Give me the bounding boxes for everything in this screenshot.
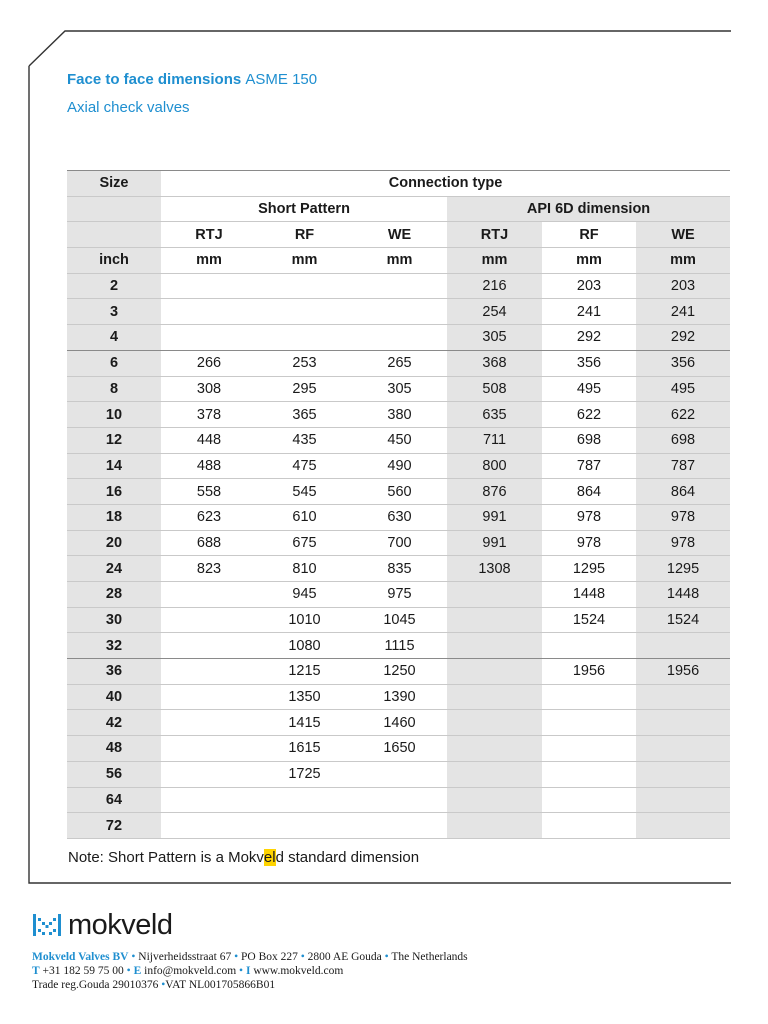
table-cell: 368 bbox=[447, 350, 542, 376]
table-row bbox=[67, 556, 730, 582]
table-cell bbox=[161, 582, 257, 608]
table-cell: 1350 bbox=[257, 684, 352, 710]
size-cell: 8 bbox=[67, 376, 161, 402]
table-cell bbox=[542, 813, 636, 839]
table-cell: 241 bbox=[542, 299, 636, 325]
header-row-2 bbox=[67, 196, 730, 222]
table-cell bbox=[447, 582, 542, 608]
table-cell: WE bbox=[636, 222, 730, 248]
table-cell: 622 bbox=[636, 402, 730, 428]
size-cell: inch bbox=[67, 248, 161, 274]
table-cell: 295 bbox=[257, 376, 352, 402]
table-cell: 975 bbox=[352, 582, 447, 608]
table-cell bbox=[161, 273, 257, 299]
size-cell: 6 bbox=[67, 350, 161, 376]
email-label: E bbox=[133, 965, 142, 977]
table-cell: 700 bbox=[352, 530, 447, 556]
table-cell: mm bbox=[542, 248, 636, 274]
table-row bbox=[67, 479, 730, 505]
table-cell: 558 bbox=[161, 479, 257, 505]
table-cell: 241 bbox=[636, 299, 730, 325]
size-cell: 28 bbox=[67, 582, 161, 608]
table-cell: 1415 bbox=[257, 710, 352, 736]
size-cell: 42 bbox=[67, 710, 161, 736]
table-cell: 448 bbox=[161, 427, 257, 453]
table-cell: 1045 bbox=[352, 607, 447, 633]
table-cell: 1650 bbox=[352, 736, 447, 762]
table-cell: 356 bbox=[542, 350, 636, 376]
table-cell: 991 bbox=[447, 504, 542, 530]
size-cell: 14 bbox=[67, 453, 161, 479]
table-cell bbox=[161, 684, 257, 710]
table-cell bbox=[257, 787, 352, 813]
table-cell: 305 bbox=[447, 325, 542, 351]
trade-register: Trade reg.Gouda 29010376 bbox=[32, 979, 159, 991]
table-row bbox=[67, 787, 730, 813]
table-cell bbox=[447, 761, 542, 787]
size-cell: 32 bbox=[67, 633, 161, 659]
table-cell bbox=[447, 633, 542, 659]
table-cell: 475 bbox=[257, 453, 352, 479]
table-cell: 1295 bbox=[542, 556, 636, 582]
table-cell: 978 bbox=[542, 504, 636, 530]
table-cell bbox=[542, 761, 636, 787]
table-row bbox=[67, 325, 730, 351]
table-cell bbox=[636, 633, 730, 659]
phone-number: +31 182 59 75 00 bbox=[42, 965, 124, 977]
website-label: I bbox=[245, 965, 251, 977]
table-cell bbox=[636, 736, 730, 762]
table-cell: RTJ bbox=[161, 222, 257, 248]
table-cell bbox=[161, 633, 257, 659]
table-cell bbox=[542, 710, 636, 736]
table-cell: 292 bbox=[636, 325, 730, 351]
units-row bbox=[67, 248, 730, 274]
table-cell bbox=[161, 659, 257, 685]
table-row bbox=[67, 530, 730, 556]
dimensions-table bbox=[67, 170, 730, 839]
size-cell: 64 bbox=[67, 787, 161, 813]
size-cell: 24 bbox=[67, 556, 161, 582]
table-row bbox=[67, 376, 730, 402]
table-row bbox=[67, 299, 730, 325]
table-cell: 978 bbox=[542, 530, 636, 556]
table-cell: 787 bbox=[542, 453, 636, 479]
table-cell: 698 bbox=[636, 427, 730, 453]
table-cell: 380 bbox=[352, 402, 447, 428]
table-cell bbox=[161, 325, 257, 351]
table-cell: 450 bbox=[352, 427, 447, 453]
size-cell: 4 bbox=[67, 325, 161, 351]
table-cell: 305 bbox=[352, 376, 447, 402]
size-cell: 20 bbox=[67, 530, 161, 556]
connection-type-header: Connection type bbox=[161, 171, 730, 197]
table-cell: 1524 bbox=[636, 607, 730, 633]
table-row bbox=[67, 453, 730, 479]
table-cell: 610 bbox=[257, 504, 352, 530]
table-cell bbox=[352, 761, 447, 787]
table-cell: 835 bbox=[352, 556, 447, 582]
table-cell: 787 bbox=[636, 453, 730, 479]
table-cell: mm bbox=[257, 248, 352, 274]
website-link[interactable]: www.mokveld.com bbox=[253, 965, 344, 977]
mokveld-logo-icon bbox=[32, 910, 62, 940]
table-cell bbox=[352, 273, 447, 299]
table-cell: 810 bbox=[257, 556, 352, 582]
phone-label: T bbox=[32, 965, 40, 977]
table-cell: 945 bbox=[257, 582, 352, 608]
size-cell: 18 bbox=[67, 504, 161, 530]
table-cell bbox=[542, 684, 636, 710]
table-row bbox=[67, 582, 730, 608]
table-cell bbox=[447, 787, 542, 813]
table-cell: 1215 bbox=[257, 659, 352, 685]
table-cell bbox=[352, 787, 447, 813]
size-header: Size bbox=[67, 171, 161, 197]
table-cell bbox=[636, 787, 730, 813]
table-cell: 623 bbox=[161, 504, 257, 530]
table-cell: 823 bbox=[161, 556, 257, 582]
table-row bbox=[67, 350, 730, 376]
table-cell: 1956 bbox=[542, 659, 636, 685]
table-cell: WE bbox=[352, 222, 447, 248]
table-row bbox=[67, 659, 730, 685]
table-cell: 203 bbox=[636, 273, 730, 299]
street: Nijverheidsstraat 67 bbox=[138, 951, 232, 963]
table-cell: RF bbox=[257, 222, 352, 248]
api-6d-header: API 6D dimension bbox=[447, 196, 730, 222]
vat-number: VAT NL001705866B01 bbox=[165, 979, 276, 991]
table-cell: 1308 bbox=[447, 556, 542, 582]
page-subtitle: Axial check valves bbox=[67, 99, 190, 116]
table-row bbox=[67, 504, 730, 530]
table-cell: 1295 bbox=[636, 556, 730, 582]
table-cell bbox=[542, 736, 636, 762]
table-cell: 1448 bbox=[636, 582, 730, 608]
table-cell: 265 bbox=[352, 350, 447, 376]
table-cell bbox=[257, 813, 352, 839]
table-cell: 488 bbox=[161, 453, 257, 479]
table-cell bbox=[161, 787, 257, 813]
table-cell bbox=[352, 299, 447, 325]
size-cell: 72 bbox=[67, 813, 161, 839]
size-cell: 56 bbox=[67, 761, 161, 787]
po-box: PO Box 227 bbox=[241, 951, 298, 963]
table-cell bbox=[257, 273, 352, 299]
mokveld-logo bbox=[32, 908, 173, 942]
note-highlight: el bbox=[263, 849, 276, 866]
table-cell: 1115 bbox=[352, 633, 447, 659]
table-cell: 1448 bbox=[542, 582, 636, 608]
table-cell bbox=[352, 325, 447, 351]
size-cell: 12 bbox=[67, 427, 161, 453]
table-cell: 688 bbox=[161, 530, 257, 556]
table-row bbox=[67, 684, 730, 710]
table-cell: 435 bbox=[257, 427, 352, 453]
size-cell: 36 bbox=[67, 659, 161, 685]
short-pattern-header: Short Pattern bbox=[161, 196, 447, 222]
column-type-row bbox=[67, 222, 730, 248]
table-cell: 365 bbox=[257, 402, 352, 428]
table-cell: 254 bbox=[447, 299, 542, 325]
table-cell: mm bbox=[447, 248, 542, 274]
page-title bbox=[67, 71, 317, 88]
table-cell bbox=[161, 299, 257, 325]
table-row bbox=[67, 736, 730, 762]
table-cell: 1250 bbox=[352, 659, 447, 685]
email-link[interactable]: info@mokveld.com bbox=[144, 965, 237, 977]
table-cell: RTJ bbox=[447, 222, 542, 248]
table-cell bbox=[542, 787, 636, 813]
table-row bbox=[67, 813, 730, 839]
table-cell: 675 bbox=[257, 530, 352, 556]
table-cell: 1725 bbox=[257, 761, 352, 787]
table-row bbox=[67, 273, 730, 299]
size-header-empty bbox=[67, 196, 161, 222]
table-cell: 308 bbox=[161, 376, 257, 402]
postcode-city: 2800 AE Gouda bbox=[307, 951, 382, 963]
table-row bbox=[67, 427, 730, 453]
table-cell: RF bbox=[542, 222, 636, 248]
table-row bbox=[67, 607, 730, 633]
registration-line: Trade reg.Gouda 29010376 •VAT NL001705866B01 bbox=[32, 979, 276, 991]
company-name: Mokveld Valves BV bbox=[32, 951, 129, 963]
country: The Netherlands bbox=[391, 951, 468, 963]
contact-line: T +31 182 59 75 00 • E info@mokveld.com • I www.mokveld.com bbox=[32, 965, 344, 977]
footnote bbox=[68, 849, 419, 866]
table-cell: 1524 bbox=[542, 607, 636, 633]
table-cell: 1010 bbox=[257, 607, 352, 633]
table-cell: 978 bbox=[636, 530, 730, 556]
table-cell: 253 bbox=[257, 350, 352, 376]
table-cell bbox=[636, 813, 730, 839]
table-cell: 630 bbox=[352, 504, 447, 530]
table-cell: 1390 bbox=[352, 684, 447, 710]
table-cell bbox=[447, 607, 542, 633]
table-cell: 292 bbox=[542, 325, 636, 351]
table-cell: 266 bbox=[161, 350, 257, 376]
table-cell: 1615 bbox=[257, 736, 352, 762]
title-standard: ASME 150 bbox=[245, 71, 318, 88]
table-cell bbox=[542, 633, 636, 659]
size-cell: 10 bbox=[67, 402, 161, 428]
table-cell bbox=[636, 710, 730, 736]
header-row-1 bbox=[67, 171, 730, 197]
table-cell: 978 bbox=[636, 504, 730, 530]
table-cell bbox=[257, 325, 352, 351]
size-cell: 40 bbox=[67, 684, 161, 710]
table-cell bbox=[447, 659, 542, 685]
logo-wordmark: mokveld bbox=[68, 908, 173, 941]
table-cell: 876 bbox=[447, 479, 542, 505]
table-cell: 711 bbox=[447, 427, 542, 453]
table-cell bbox=[257, 299, 352, 325]
table-cell: 216 bbox=[447, 273, 542, 299]
table-cell: 560 bbox=[352, 479, 447, 505]
table-cell: mm bbox=[636, 248, 730, 274]
table-cell: 545 bbox=[257, 479, 352, 505]
table-cell: 203 bbox=[542, 273, 636, 299]
table-cell: 508 bbox=[447, 376, 542, 402]
size-cell: 48 bbox=[67, 736, 161, 762]
table-cell: 495 bbox=[542, 376, 636, 402]
note-text-end: d standard dimension bbox=[275, 849, 420, 866]
table-cell: 378 bbox=[161, 402, 257, 428]
table-cell bbox=[352, 813, 447, 839]
size-cell bbox=[67, 222, 161, 248]
table-cell bbox=[447, 736, 542, 762]
size-cell: 2 bbox=[67, 273, 161, 299]
table-cell: mm bbox=[161, 248, 257, 274]
table-cell bbox=[161, 813, 257, 839]
table-cell bbox=[447, 684, 542, 710]
table-cell: 495 bbox=[636, 376, 730, 402]
size-cell: 3 bbox=[67, 299, 161, 325]
table-row bbox=[67, 710, 730, 736]
size-cell: 30 bbox=[67, 607, 161, 633]
table-cell bbox=[447, 710, 542, 736]
table-cell bbox=[161, 607, 257, 633]
size-cell: 16 bbox=[67, 479, 161, 505]
table-cell: 800 bbox=[447, 453, 542, 479]
table-cell bbox=[161, 710, 257, 736]
table-cell: 698 bbox=[542, 427, 636, 453]
table-cell bbox=[161, 761, 257, 787]
table-row bbox=[67, 402, 730, 428]
table-cell: 991 bbox=[447, 530, 542, 556]
table-cell bbox=[447, 813, 542, 839]
title-main: Face to face dimensions bbox=[67, 71, 242, 88]
table-cell: 490 bbox=[352, 453, 447, 479]
note-text-start: Note: Short Pattern is a Mokv bbox=[68, 849, 264, 866]
table-cell: 1460 bbox=[352, 710, 447, 736]
table-row bbox=[67, 761, 730, 787]
address-line: Mokveld Valves BV • Nijverheidsstraat 67 • PO Box 227 • 2800 AE Gouda • The Netherlands bbox=[32, 951, 468, 963]
table-cell: 622 bbox=[542, 402, 636, 428]
table-cell: 1080 bbox=[257, 633, 352, 659]
table-cell bbox=[636, 684, 730, 710]
table-cell: 864 bbox=[636, 479, 730, 505]
table-cell: 1956 bbox=[636, 659, 730, 685]
table-cell bbox=[161, 736, 257, 762]
table-row bbox=[67, 633, 730, 659]
table-cell bbox=[636, 761, 730, 787]
table-cell: mm bbox=[352, 248, 447, 274]
table-cell: 864 bbox=[542, 479, 636, 505]
table-cell: 356 bbox=[636, 350, 730, 376]
table-cell: 635 bbox=[447, 402, 542, 428]
